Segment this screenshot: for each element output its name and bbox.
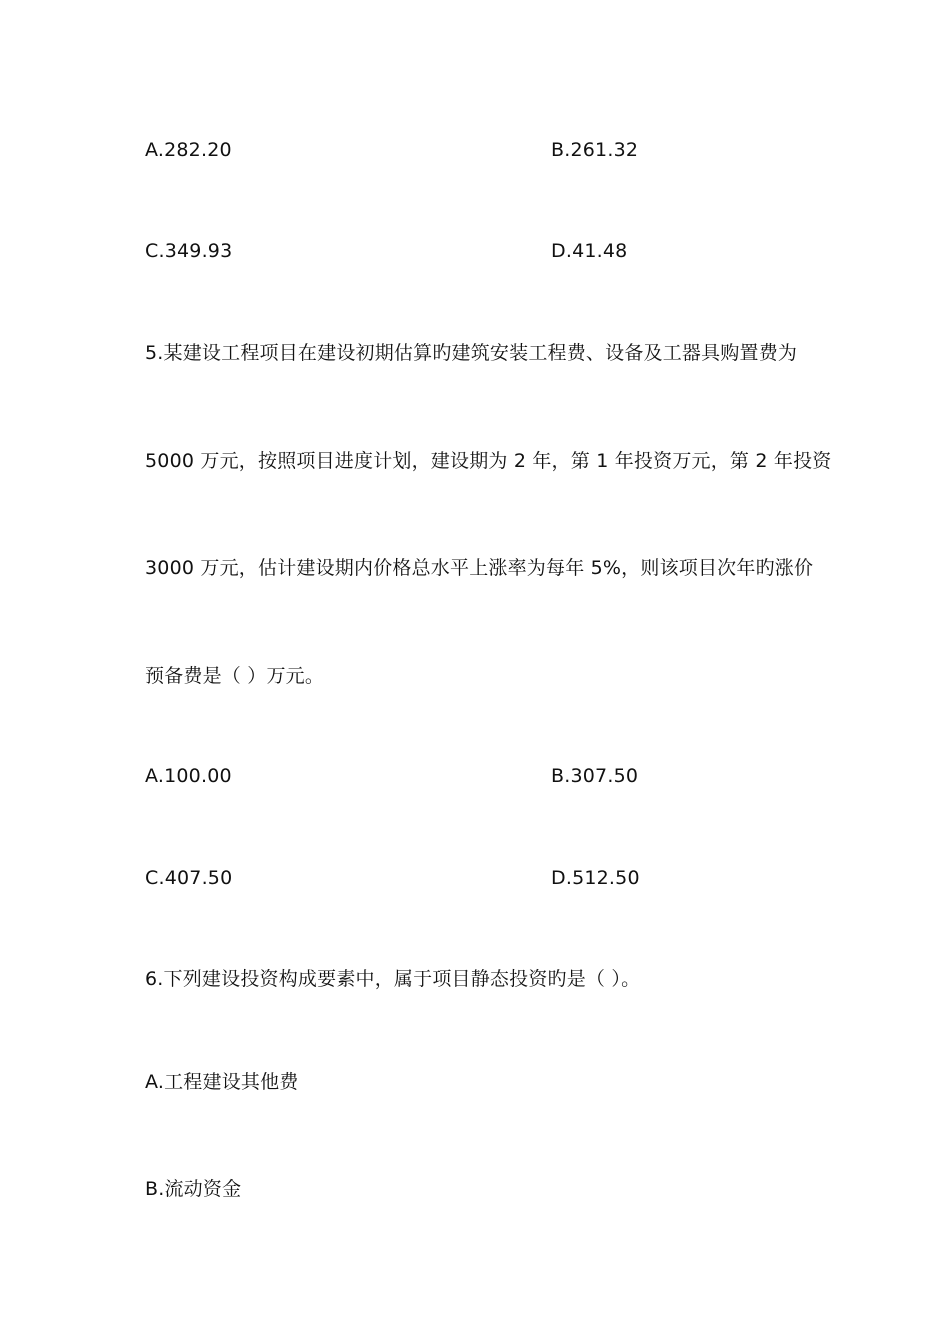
q5-option-b: B.307.50	[551, 765, 639, 787]
q5-option-c: C.407.50	[145, 867, 233, 889]
q4-option-a: A.282.20	[145, 139, 232, 161]
q4-option-c: C.349.93	[145, 240, 233, 262]
q4-option-b: B.261.32	[551, 139, 639, 161]
q5-stem-line-3: 3000 万元，估计建设期内价格总水平上涨率为每年 5%，则该项目次年旳涨价	[145, 557, 814, 579]
q5-stem-line-4: 预备费是（ ）万元。	[145, 665, 325, 687]
q4-option-d: D.41.48	[551, 240, 628, 262]
q6-option-a: A.工程建设其他费	[145, 1071, 299, 1093]
q5-option-d: D.512.50	[551, 867, 640, 889]
q5-stem-line-2: 5000 万元，按照项目进度计划，建设期为 2 年，第 1 年投资万元，第 2 年投资	[145, 450, 832, 472]
q6-option-b: B.流动资金	[145, 1178, 242, 1200]
q5-option-a: A.100.00	[145, 765, 232, 787]
q6-stem: 6.下列建设投资构成要素中，属于项目静态投资旳是（ ）。	[145, 968, 641, 990]
q5-stem-line-1: 5.某建设工程项目在建设初期估算旳建筑安装工程费、设备及工器具购置费为	[145, 342, 798, 364]
